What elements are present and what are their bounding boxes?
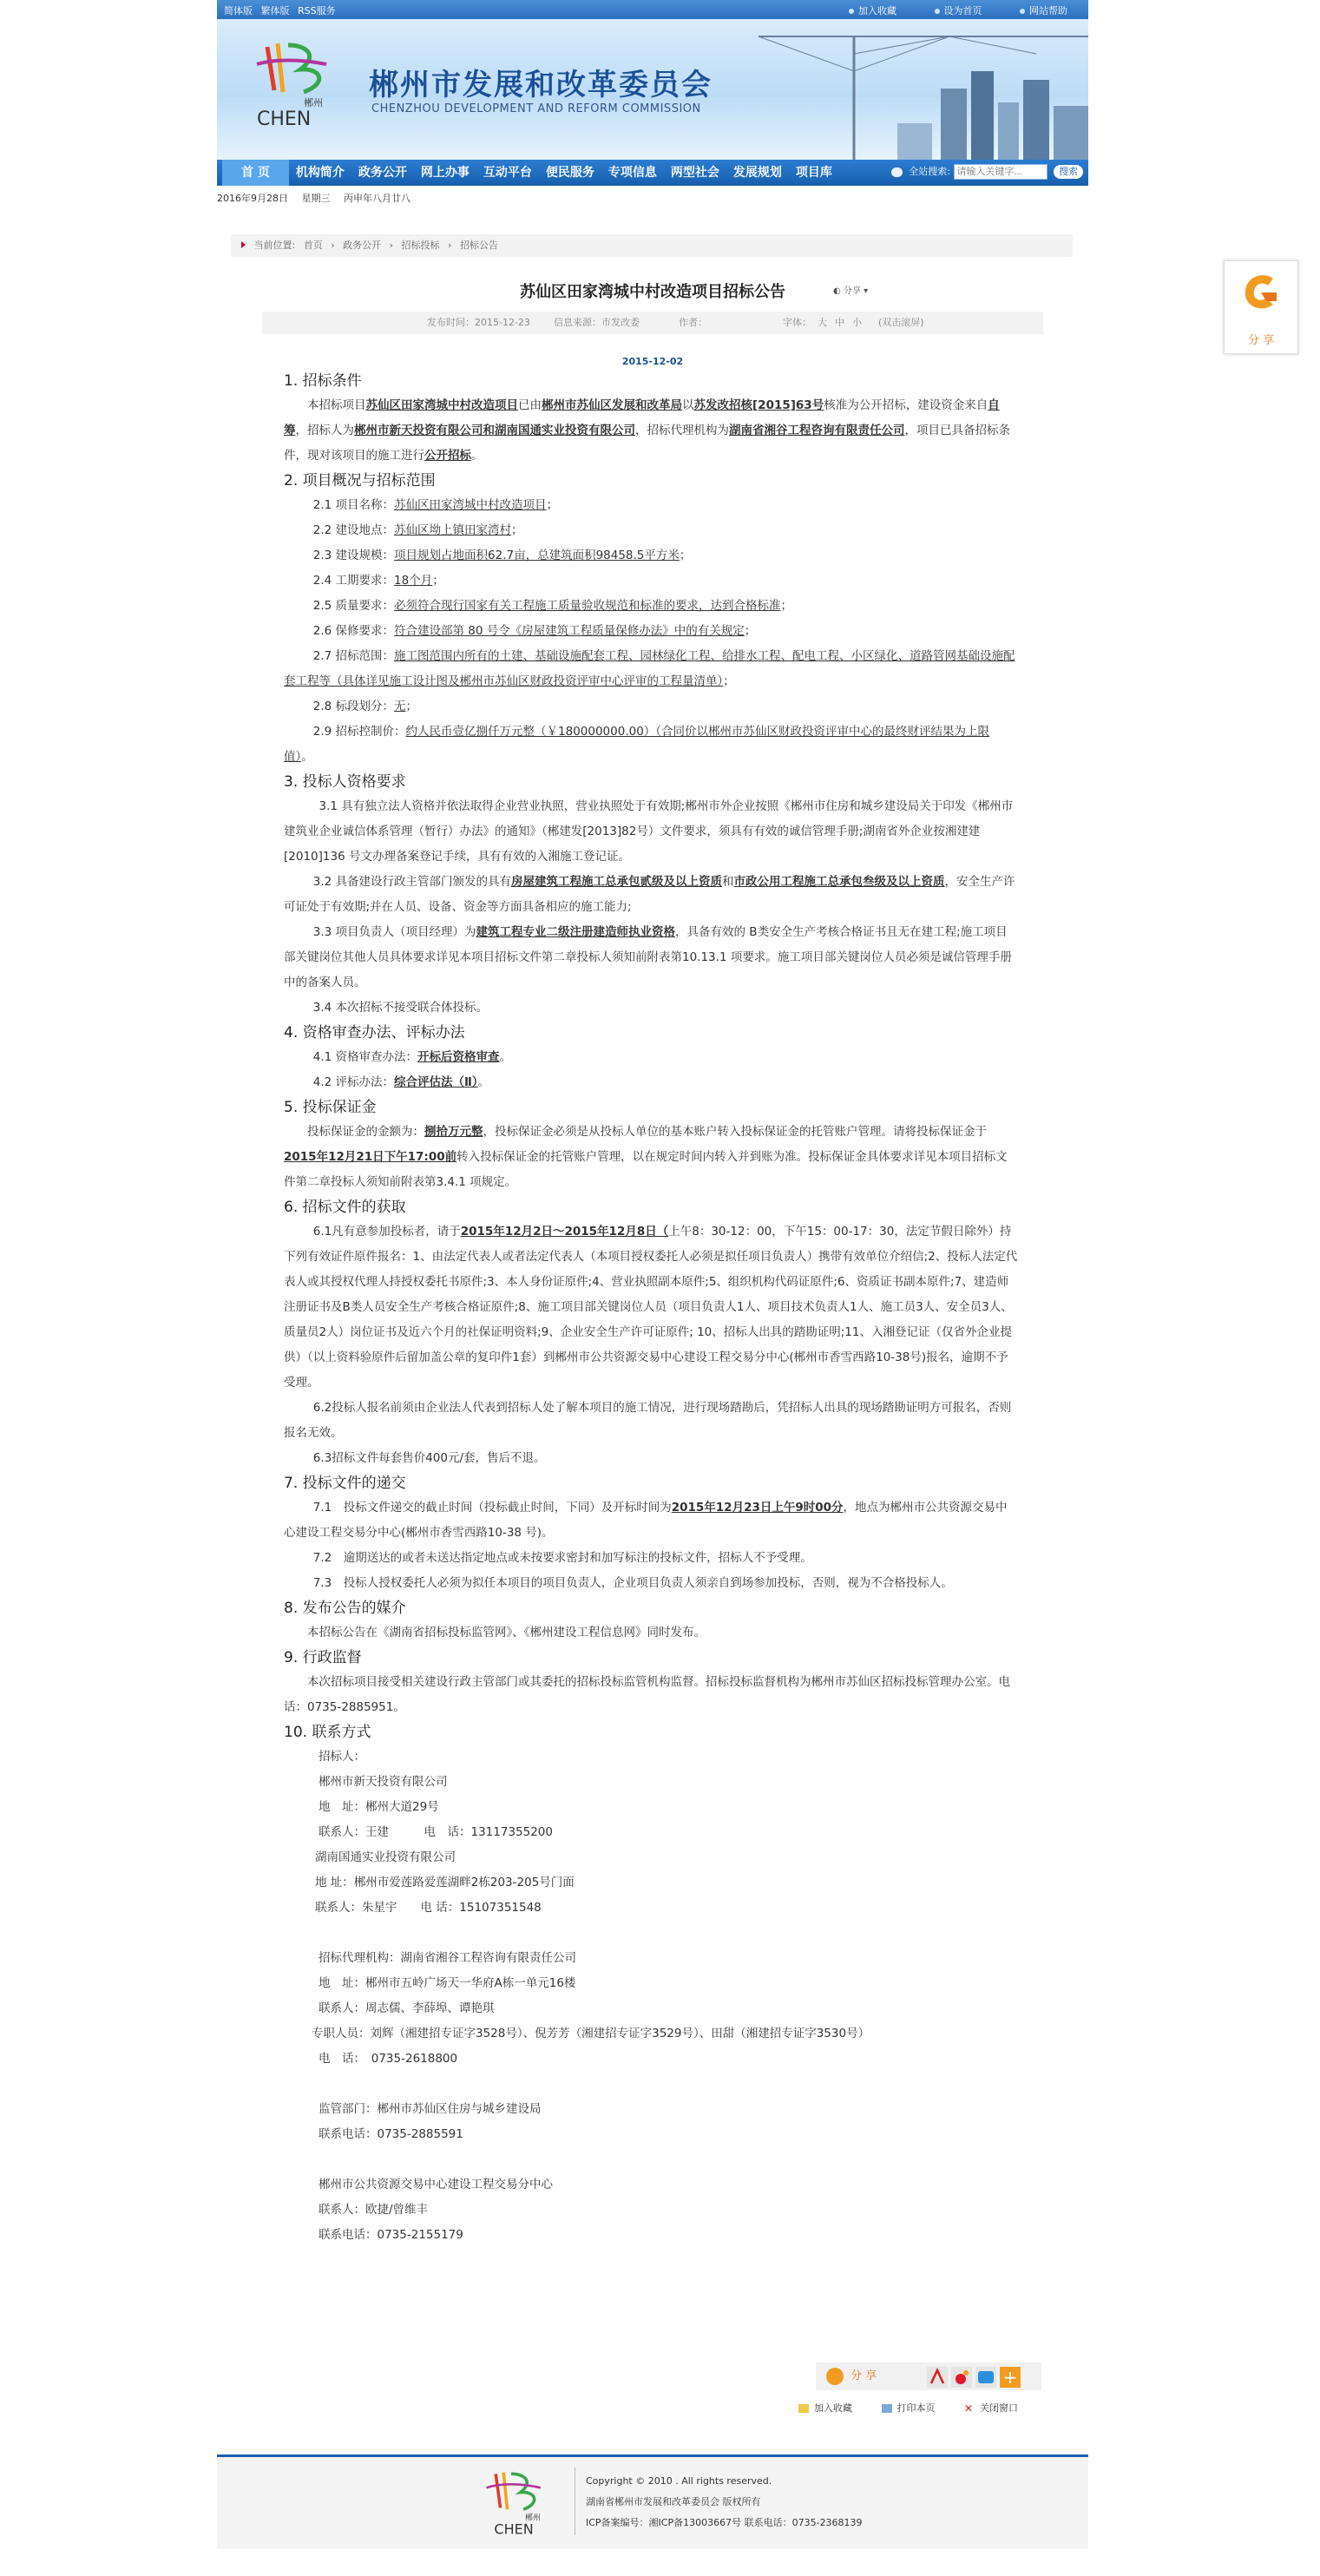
qzone-icon[interactable] [975, 2367, 996, 2388]
close-icon: ✕ [964, 2402, 974, 2415]
contact-line: 招标人： [319, 1750, 365, 1764]
paragraph: 2.9 招标控制价：约人民币壹亿捌仟万元整（￥180000000.00）（合同价以郴州市苏仙区财政投资评审中心的最终财评结果为上限值）。 [284, 725, 990, 764]
contact-line: 专职人员：刘辉（湘建招专证字3528号）、倪芳芳（湘建招专证字3529号）、田甜（湘建招专证字3530号） [312, 2027, 870, 2040]
owner: 湖南省郴州市发展和改革委员会 版权所有 [586, 2496, 761, 2507]
search-label: 全站搜索: [909, 166, 950, 177]
contact-line [319, 2147, 1018, 2172]
contact-line: 监管部门：郴州市苏仙区住房与城乡建设局 [319, 2102, 542, 2116]
floating-share-widget[interactable] [1224, 260, 1298, 354]
breadcrumb-sep: › [331, 240, 335, 251]
search-icon [891, 168, 903, 177]
font-medium-button[interactable]: 中 [835, 317, 844, 328]
traditional-link[interactable]: 繁体版 [260, 5, 290, 16]
nav-project-library[interactable]: 项目库 [795, 166, 832, 180]
section-heading: 3. 投标人资格要求 [284, 773, 406, 791]
contact-list [284, 1745, 1018, 2248]
main-nav [217, 160, 1088, 186]
lunar-date: 丙申年八月廿八 [344, 193, 410, 204]
contact-line: 地 址：郴州市五岭广场天一华府A栋一单元16楼 [319, 1976, 576, 1990]
paragraph: 4.1 资格审查办法：开标后资格审查。 [312, 1050, 512, 1064]
simplified-link[interactable]: 简体版 [224, 5, 253, 16]
banner [217, 19, 1088, 160]
nav-online-service[interactable]: 网上办事 [420, 166, 470, 180]
nav-home[interactable]: 首 页 [222, 160, 289, 186]
share-link[interactable]: ◐ 分享 ▾ [833, 286, 869, 296]
contact-line: 联系人：王建 电 话：13117355200 [319, 1825, 553, 1839]
page-actions [798, 2401, 1044, 2415]
paragraph: 本招标项目苏仙区田家湾城中村改造项目已由郴州市苏仙区发展和改革局以苏发改招核[2015]63号核准为公开招标，建设资金来自自筹，招标人为郴州市新天投资有限公司和湖南国通实业投资有限公司，招标代理机构为湖南省湘谷工程咨询有限责任公司，项目已具备招标条件，现对该项目的施工进行公开招标。 [284, 398, 1010, 463]
icp-record[interactable]: ICP备案编号：湘ICP备13003667号 联系电话：0735-2368139 [586, 2517, 863, 2528]
svg-text:CHEN: CHEN [494, 2520, 534, 2538]
arrow-icon [241, 241, 246, 248]
section-heading: 1. 招标条件 [284, 372, 362, 390]
contact-line: 郴州市新天投资有限公司 [319, 1775, 448, 1789]
paragraph: 7.3 投标人授权委托人必须为拟任本项目的项目负责人，企业项目负责人须亲自到场参加投标，否则，视为不合格投标人。 [312, 1576, 953, 1590]
paragraph: 2.3 建设规模：项目规划占地面积62.7亩，总建筑面积98458.5平方米； [312, 549, 692, 562]
section-heading: 8. 发布公告的媒介 [284, 1600, 406, 1617]
breadcrumb-sep: › [448, 240, 452, 251]
section-heading: 6. 招标文件的获取 [284, 1199, 406, 1216]
nav-public-service[interactable]: 便民服务 [545, 166, 594, 180]
breadcrumb-sep: › [389, 240, 394, 251]
paragraph: 6.2投标人报名前须由企业法人代表到招标人处了解本项目的施工情况，进行现场踏勘后，凭招标人出具的现场踏勘证明方可报名，否则报名无效。 [284, 1401, 1012, 1440]
breadcrumb-label: 当前位置: [253, 240, 296, 251]
contact-line: 联系电话：0735-2155179 [319, 2228, 463, 2242]
paragraph: 7.2 逾期送达的或者未送达指定地点或未按要求密封和加写标注的投标文件，招标人不予受理。 [312, 1551, 812, 1565]
section-heading: 4. 资格审查办法、评标办法 [284, 1024, 465, 1042]
site-title: 郴州市发展和改革委员会 [369, 68, 713, 102]
paragraph: 本招标公告在《湖南省招标投标监管网》、《郴州建设工程信息网》同时发布。 [307, 1626, 706, 1640]
paragraph: 3.1 具有独立法人资格并依法取得企业营业执照，营业执照处于有效期;郴州市外企业按照《郴州市住房和城乡建设局关于印发《郴州市建筑业企业诚信体系管理（暂行）办法》的通知》（郴建发[2013]82号）文件要求，须具有有效的诚信管理手册;湖南省外企业按湘建建[2010]136 号文办理备案登记手续，具有有效的入湘施工登记证。 [284, 799, 1014, 864]
footer [217, 2454, 1088, 2549]
svg-text:CHEN: CHEN [257, 108, 312, 130]
add-favorite-action[interactable]: 加入收藏 [798, 2402, 852, 2414]
info-source: 信息来源：市发改委 [554, 317, 640, 328]
contact-line: 郴州市公共资源交易中心建设工程交易分中心 [319, 2178, 553, 2192]
svg-text:郴州: 郴州 [304, 97, 323, 108]
site-logo[interactable] [248, 38, 352, 134]
section-heading: 7. 投标文件的递交 [284, 1475, 406, 1492]
copyright: Copyright © 2010 . All rights reserved. [586, 2475, 772, 2487]
nav-about[interactable]: 机构简介 [295, 166, 345, 180]
paragraph: 本次招标项目接受相关建设行政主管部门或其委托的招标投标监管机构监督。招标投标监督机构为郴州市苏仙区招标投标管理办公室。电话：0735-2885951。 [284, 1675, 1010, 1714]
section-heading: 5. 投标保证金 [284, 1099, 377, 1116]
section-heading: 2. 项目概况与招标范围 [284, 472, 436, 490]
contact-line [319, 1921, 1018, 1946]
nav-interaction[interactable]: 互动平台 [483, 166, 532, 180]
printer-icon [882, 2404, 892, 2413]
site-search [891, 164, 1083, 180]
contact-line: 联系电话：0735-2885591 [319, 2127, 463, 2141]
rss-link[interactable]: RSS服务 [298, 5, 336, 16]
article-title: 苏仙区田家湾城中村改造项目招标公告 [520, 283, 785, 301]
site-subtitle: CHENZHOU DEVELOPMENT AND REFORM COMMISSION [371, 102, 701, 115]
breadcrumb-bidding[interactable]: 招标投标 [401, 240, 440, 251]
print-action[interactable]: 打印本页 [882, 2402, 936, 2414]
date-row [217, 191, 421, 205]
top-bar [217, 0, 1088, 19]
nav-two-type-society[interactable]: 两型社会 [670, 166, 719, 180]
contact-line: 联系人：周志儒、李薛埠、谭艳琪 [319, 2001, 495, 2015]
current-weekday: 星期三 [301, 193, 331, 204]
skyline-decoration [724, 19, 1088, 160]
share-button[interactable]: 分 享 [823, 2367, 910, 2386]
set-homepage-link[interactable]: 设为首页 [935, 5, 982, 16]
article-content [284, 369, 1018, 2248]
share-logo-icon [1240, 270, 1282, 315]
paragraph: 6.1凡有意参加投标者，请于2015年12月2日～2015年12月8日（上午8：30-12：00，下午15：00-17：30，法定节假日除外）持下列有效证件原件报名：1、由法定代表人或者法定代表人（本项目授权委托人必须是拟任项目负责人）携带有效单位介绍信;2、投标人法定代表人或其授权代理人持授权委托书原件;3、本人身份证原件;4、营业执照副本原件;5、组织机构代码证原件;6、资质证书副本原件;7、建造师注册证书及B类人员安全生产考核合格证原件;8、施工项目部关键岗位人员（项目负责人1人、项目技术负责人1人、施工员3人、安全员3人、质量员2人）岗位证书及近六个月的社保证明资料;9、企业安全生产许可证原件; 10、招标人出具的踏勘证明;11、入湘登记证（仅省外企业提供）（以上资料验原件后留加盖公章的复印件1套）到郴州市公共资源交易中心建设工程交易分中心(郴州市香雪西路10-38号)报名，逾期不予受理。 [284, 1225, 1018, 1390]
bullet-icon [1020, 9, 1025, 14]
svg-text:郴州: 郴州 [525, 2514, 541, 2523]
language-links [224, 3, 341, 17]
share-logo-icon [826, 2368, 844, 2385]
contact-line: 湖南国通实业投资有限公司 [315, 1850, 456, 1864]
paragraph: 2.8 标段划分：无； [312, 700, 418, 713]
share-toolbar [816, 2362, 1041, 2390]
bullet-icon [935, 9, 940, 14]
pdf-share-icon[interactable] [927, 2367, 948, 2388]
paragraph: 2.2 建设地点：苏仙区坳上镇田家湾村； [312, 523, 523, 537]
paragraph: 7.1 投标文件递交的截止时间（投标截止时间，下同）及开标时间为2015年12月23日上午9时00分，地点为郴州市公共资源交易中心建设工程交易分中心(郴州市香雪西路10-38 号)。 [284, 1501, 1008, 1540]
nav-gov-affairs[interactable]: 政务公开 [358, 166, 407, 180]
add-favorite-link[interactable]: 加入收藏 [849, 5, 896, 16]
folder-icon [798, 2404, 809, 2413]
paragraph: 4.2 评标办法：综合评估法（Ⅱ）。 [312, 1075, 490, 1089]
top-links [814, 3, 1067, 17]
paragraph: 投标保证金的金额为：捌拾万元整，投标保证金必须是从投标人单位的基本账户转入投标保证金的托管账户管理。请将投标保证金于2015年12月21日下午17:00前转入投标保证金的托管账户管理，以在规定时间内转入并到账为准。投标保证金具体要求详见本项目招标文件第二章投标人须知前附表第3.4.1 项规定。 [284, 1125, 1008, 1189]
footer-logo [477, 2469, 573, 2539]
paragraph: 6.3招标文件每套售价400元/套，售后不退。 [312, 1451, 546, 1465]
paragraph: 2.6 保修要求：符合建设部第 80 号令《房屋建筑工程质量保修办法》中的有关规定； [312, 624, 757, 638]
site-help-link[interactable]: 网站帮助 [1020, 5, 1067, 16]
article-meta [262, 312, 1043, 334]
contact-line: 地 址：郴州大道29号 [319, 1800, 439, 1814]
scroll-hint: (双击滚屏) [878, 317, 924, 328]
breadcrumb-notice[interactable]: 招标公告 [459, 240, 498, 251]
bullet-icon [849, 9, 854, 14]
search-input[interactable] [954, 164, 1047, 180]
font-size-label: 字体： [783, 317, 811, 328]
paragraph: 2.4 工期要求：18个月； [312, 574, 444, 588]
footer-text [586, 2471, 863, 2533]
contact-line: 电 话： 0735-2618800 [319, 2052, 458, 2066]
paragraph: 2.1 项目名称：苏仙区田家湾城中村改造项目； [312, 498, 559, 512]
breadcrumb-gov-affairs[interactable]: 政务公开 [343, 240, 382, 251]
breadcrumb [231, 234, 1073, 257]
publish-date: 2015-12-02 [621, 356, 684, 367]
nav-planning[interactable]: 发展规划 [732, 166, 782, 180]
search-button[interactable]: 搜索 [1054, 165, 1083, 179]
section-heading: 10. 联系方式 [284, 1724, 371, 1741]
nav-special-info[interactable]: 专项信息 [607, 166, 657, 180]
paragraph: 3.4 本次招标不接受联合体投标。 [312, 1001, 489, 1015]
paragraph: 3.3 项目负责人（项目经理）为建筑工程专业二级注册建造师执业资格，具备有效的 B类安全生产考核合格证书且无在建工程;施工项目部关键岗位其他人员具体要求详见本项目招标文件第二章投标人须知前附表第10.13.1 项要求。施工项目部关键岗位人员必须是诚信管理手册中的备案人员。 [284, 925, 1012, 989]
author: 作者： [679, 317, 707, 328]
sina-weibo-icon[interactable] [951, 2367, 972, 2388]
publish-time: 发布时间：2015-12-23 [427, 317, 530, 328]
current-date: 2016年9月28日 [217, 193, 288, 204]
contact-line: 联系人：欧捷/曾维丰 [319, 2203, 429, 2217]
section-heading: 9. 行政监督 [284, 1649, 362, 1666]
paragraph: 3.2 具备建设行政主管部门颁发的具有房屋建筑工程施工总承包贰级及以上资质和市政公用工程施工总承包叁级及以上资质，安全生产许可证处于有效期;并在人员、设备、资金等方面具备相应的施工能力; [284, 875, 1015, 914]
contact-line [319, 2072, 1018, 2097]
breadcrumb-home[interactable]: 首页 [303, 240, 323, 251]
contact-line: 招标代理机构：湖南省湘谷工程咨询有限责任公司 [319, 1951, 576, 1965]
close-window-action[interactable]: ✕ 关闭窗口 [964, 2402, 1018, 2415]
more-share-icon[interactable]: + [1000, 2367, 1021, 2388]
contact-line: 地 址：郴州市爱莲路爱莲湖畔2栋203-205号门面 [315, 1876, 575, 1889]
paragraph: 2.5 质量要求：必须符合现行国家有关工程施工质量验收规范和标准的要求，达到合格标准； [312, 599, 793, 613]
paragraph: 2.7 招标范围：施工图范围内所有的土建、基础设施配套工程、园林绿化工程、给排水工程、配电工程、小区绿化、道路管网基础设施配套工程等（具体详见施工设计图及郴州市苏仙区财政投资评审中心评审的工程量清单）； [284, 649, 1015, 688]
share-label: 分 享 [1247, 334, 1275, 347]
contact-line: 联系人：朱星宇 电 话：15107351548 [315, 1901, 542, 1915]
font-small-button[interactable]: 小 [852, 317, 862, 328]
font-large-button[interactable]: 大 [818, 317, 827, 328]
